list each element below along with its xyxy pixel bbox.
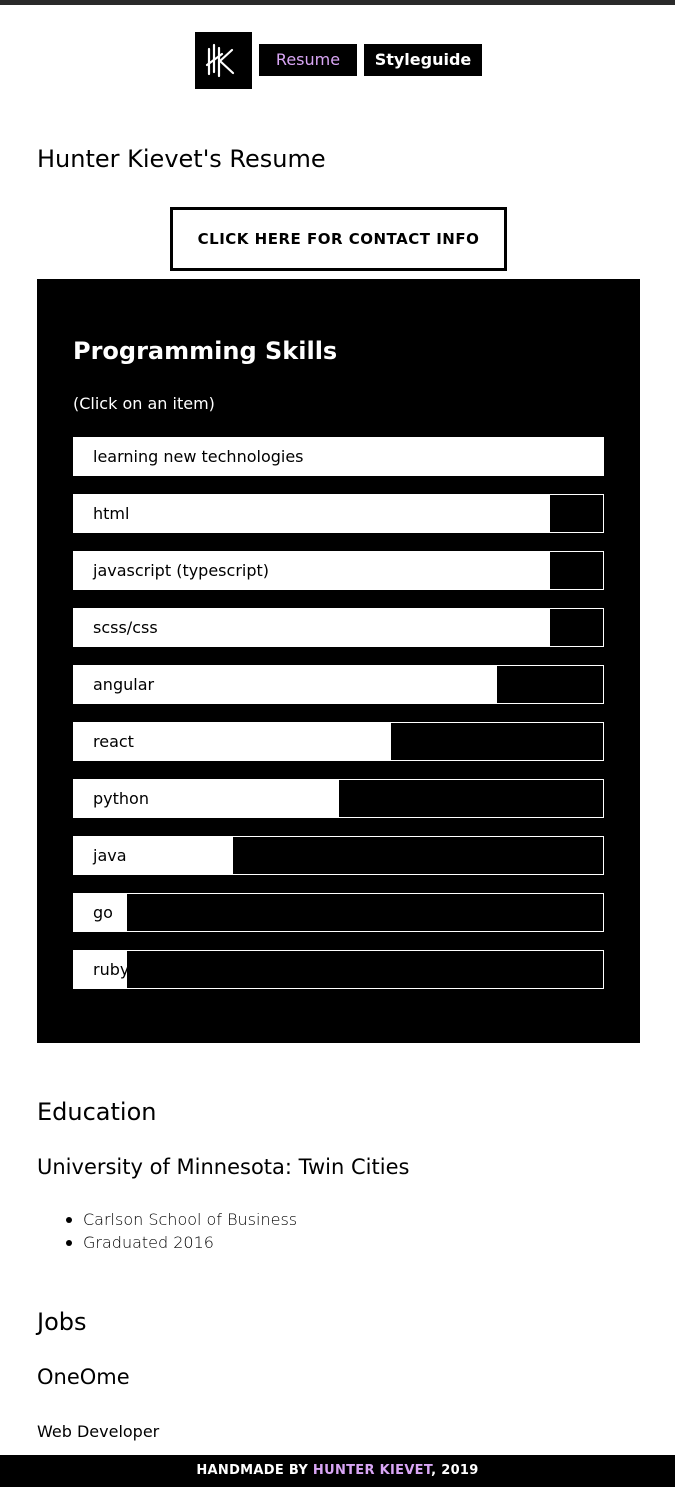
skill-label: javascript (typescript) — [93, 561, 270, 580]
skill-bar[interactable] — [73, 494, 604, 533]
skill-bar[interactable] — [73, 950, 604, 989]
education-heading: Education — [37, 1098, 157, 1126]
contact-info-button[interactable]: CLICK HERE FOR CONTACT INFO — [170, 207, 507, 271]
footer-prefix: HANDMADE BY — [196, 1463, 313, 1478]
skill-bar[interactable] — [73, 665, 604, 704]
skill-label: ruby — [93, 960, 130, 979]
hk-logo-icon[interactable] — [195, 32, 252, 89]
company-name: OneOme — [37, 1365, 130, 1389]
skill-bar[interactable] — [73, 608, 604, 647]
skill-label: html — [93, 504, 130, 523]
job-role: Web Developer — [37, 1422, 160, 1441]
list-item: Carlson School of Business — [64, 1208, 297, 1231]
education-details-list — [64, 1208, 297, 1254]
footer-suffix: , 2019 — [431, 1463, 479, 1478]
footer — [0, 1455, 675, 1487]
school-name: University of Minnesota: Twin Cities — [37, 1155, 410, 1179]
nav-resume-button[interactable]: Resume — [259, 44, 357, 76]
skills-title: Programming Skills — [73, 337, 338, 365]
jobs-heading: Jobs — [37, 1308, 87, 1336]
skill-label: scss/css — [93, 618, 158, 637]
skill-level-fill — [74, 495, 550, 532]
skill-bar[interactable] — [73, 893, 604, 932]
skill-label: learning new technologies — [93, 447, 304, 466]
skill-bar[interactable] — [73, 437, 604, 476]
skill-label: python — [93, 789, 149, 808]
nav-styleguide-button[interactable]: Styleguide — [364, 44, 482, 76]
page-title: Hunter Kievet's Resume — [37, 145, 326, 173]
skill-bar[interactable] — [73, 779, 604, 818]
skill-label: java — [93, 846, 127, 865]
list-item: Graduated 2016 — [64, 1231, 297, 1254]
skills-hint: (Click on an item) — [73, 394, 215, 413]
skill-label: react — [93, 732, 134, 751]
skill-label: angular — [93, 675, 155, 694]
skill-bar[interactable] — [73, 722, 604, 761]
footer-author-link[interactable]: HUNTER KIEVET — [312, 1463, 432, 1478]
skill-bar[interactable] — [73, 551, 604, 590]
window-top-border — [0, 0, 675, 5]
skill-label: go — [93, 903, 113, 922]
programming-skills-panel — [37, 279, 640, 1043]
skill-bar[interactable] — [73, 836, 604, 875]
